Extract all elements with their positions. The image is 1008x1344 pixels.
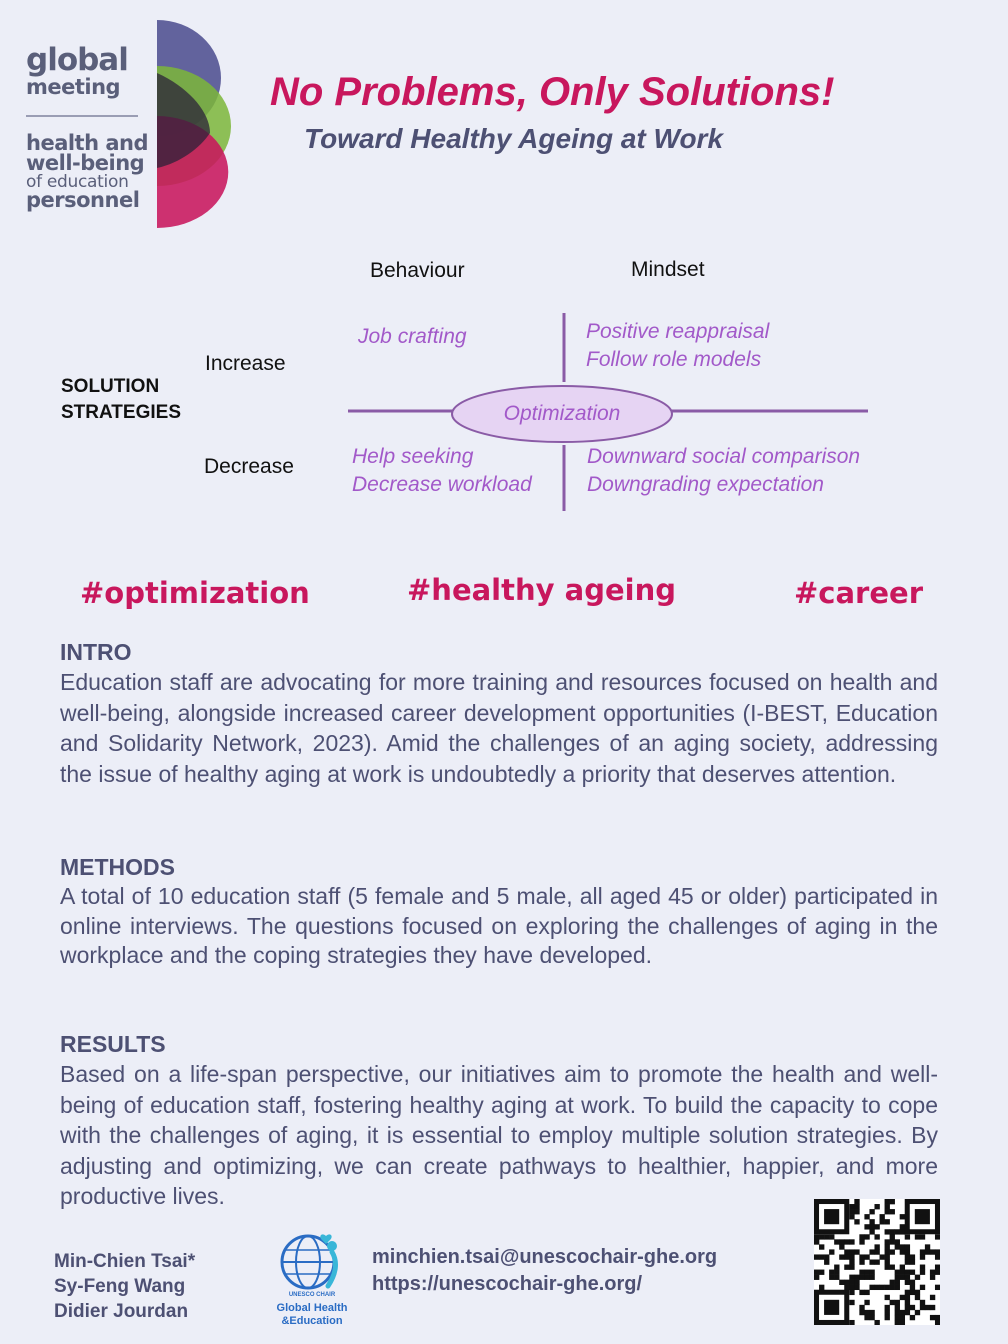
column-behaviour: Behaviour [370, 259, 465, 282]
column-mindset: Mindset [631, 258, 705, 281]
logo-mark [150, 18, 240, 233]
logo-line-meeting: meeting [26, 75, 121, 99]
logo-line-global: global [26, 42, 128, 78]
logo-divider [26, 115, 138, 117]
decrease-workload: Decrease workload [352, 473, 532, 496]
hashtag-optimization: #optimization [80, 576, 310, 610]
results-heading: RESULTS [60, 1031, 166, 1057]
methods-section [60, 852, 938, 971]
positive-reappraisal: Positive reappraisal [586, 320, 770, 343]
follow-role-models: Follow role models [586, 348, 762, 371]
author-tsai: Min-Chien Tsai* [54, 1251, 196, 1272]
logo-line-education: of education [26, 172, 129, 192]
methods-heading: METHODS [60, 854, 175, 880]
logo-line-personnel: personnel [26, 188, 140, 212]
strategies-line2: STRATEGIES [61, 402, 181, 423]
logo-line-wellbeing: well-being [26, 151, 145, 175]
intro-heading: INTRO [60, 639, 132, 665]
intro-section [60, 637, 938, 789]
ghe-chair-label: UNESCO CHAIR [288, 1292, 336, 1298]
job-crafting: Job crafting [358, 325, 467, 348]
optimization-label: Optimization [503, 402, 621, 425]
poster-subtitle: Toward Healthy Ageing at Work [304, 123, 724, 154]
contact-email[interactable]: minchien.tsai@unescochair-ghe.org [372, 1246, 718, 1268]
intro-body: Education staff are advocating for more training and resources focused on health and well-being, alongside increased career development opportunities (I-BEST, Education and Solidarity Network, 2023). Amid the challenges of an aging society, addressing the issue of healthy aging at work is undoubtedly a priority that deserves attention. [60, 669, 938, 787]
methods-body: A total of 10 education staff (5 female and 5 male, all aged 45 or older) participated in online interviews. The questions focused on exploring the challenges of aging in the workplace and the coping strategies they have developed. [60, 883, 938, 968]
results-section [60, 1029, 938, 1212]
author-wang: Sy-Feng Wang [54, 1276, 186, 1297]
ghe-label-line1: Global Health [276, 1302, 348, 1314]
qr-code [814, 1199, 940, 1325]
row-increase: Increase [205, 352, 286, 375]
downward-social-comparison: Downward social comparison [587, 445, 861, 468]
hashtag-career: #career [794, 576, 923, 610]
results-body: Based on a life-span perspective, our initiatives aim to promote the health and well-being of education staff, fostering healthy aging at work. To build the capacity to cope with the challenges of aging, it is essential to employ multiple solution strategies. By adjusting and optimizing, we can create pathways to healthier, happier, and more productive lives. [60, 1061, 938, 1209]
help-seeking: Help seeking [352, 445, 474, 468]
globe-icon [278, 1228, 346, 1294]
qr-code-graphic [814, 1199, 940, 1325]
poster-title: No Problems, Only Solutions! [270, 70, 835, 114]
row-decrease: Decrease [204, 455, 294, 478]
strategies-line1: SOLUTION [61, 376, 160, 397]
contact-url[interactable]: https://unescochair-ghe.org/ [372, 1273, 643, 1295]
solution-strategies-label [61, 374, 181, 426]
logo-line-health: health and [26, 131, 149, 155]
downgrading-expectation: Downgrading expectation [587, 473, 824, 496]
hashtag-healthy-ageing: #healthy ageing [407, 573, 676, 607]
author-jourdan: Didier Jourdan [54, 1301, 189, 1322]
ghe-label-line2: &Education [281, 1315, 343, 1327]
